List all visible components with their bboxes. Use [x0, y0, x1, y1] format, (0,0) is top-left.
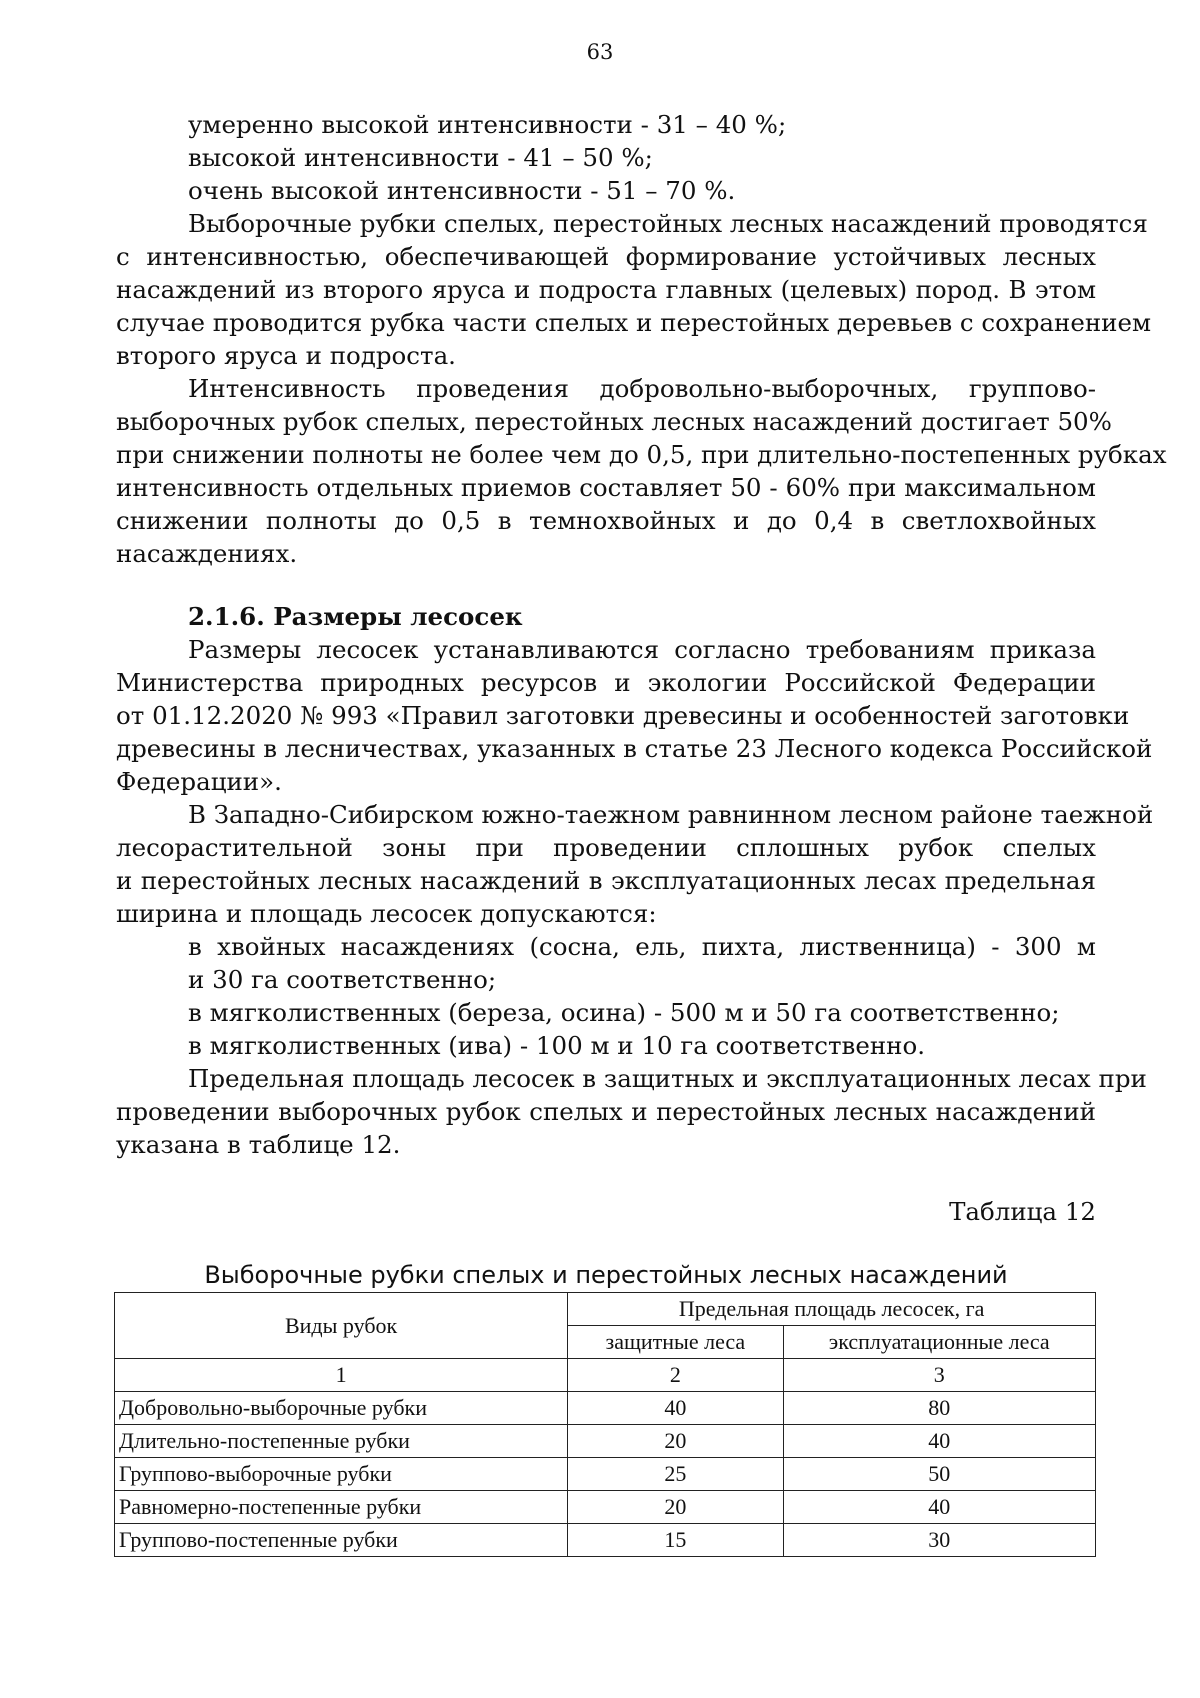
header-cutting-type: Виды рубок — [115, 1293, 568, 1359]
text-line: насаждениях. — [116, 539, 298, 568]
header-max-area: Предельная площадь лесосек, га — [568, 1293, 1096, 1326]
table-row — [115, 1425, 1096, 1458]
blank-line — [116, 570, 1096, 600]
cutting-type-cell: Группово-постепенные рубки — [115, 1524, 568, 1557]
table-column-numbers — [115, 1359, 1096, 1392]
cutting-type-cell: Равномерно-постепенные рубки — [115, 1491, 568, 1524]
text-line: древесины в лесничествах, указанных в статье 23 Лесного кодекса Российской — [116, 734, 1153, 763]
section-heading: 2.1.6. Размеры лесосек — [188, 602, 523, 631]
column-number: 1 — [115, 1359, 568, 1392]
column-number: 2 — [568, 1359, 783, 1392]
text-line: насаждений из второго яруса и подроста главных (целевых) пород. В этом — [116, 275, 1096, 304]
table-row — [115, 1458, 1096, 1491]
text-line: Выборочные рубки спелых, перестойных лесных насаждений проводятся — [188, 209, 1148, 238]
table-title: Выборочные рубки спелых и перестойных лесных насаждений — [204, 1261, 1008, 1289]
logging-area-table — [114, 1292, 1096, 1557]
body-text — [116, 108, 1167, 1161]
text-line: Размеры лесосек устанавливаются согласно требованиям приказа — [188, 635, 1096, 664]
table-label: Таблица 12 — [949, 1197, 1096, 1226]
text-line: в мягколиственных (береза, осина) - 500 м и 50 га соответственно; — [188, 998, 1060, 1027]
table-row — [115, 1524, 1096, 1557]
exploitation-area-cell: 40 — [783, 1491, 1096, 1524]
exploitation-area-cell: 30 — [783, 1524, 1096, 1557]
text-line: очень высокой интенсивности - 51 – 70 %. — [188, 176, 736, 205]
text-line: и перестойных лесных насаждений в эксплуатационных лесах предельная — [116, 866, 1096, 895]
header-exploitation-forests: эксплуатационные леса — [783, 1326, 1096, 1359]
text-line: в хвойных насаждениях (сосна, ель, пихта, лиственница) - 300 м — [188, 932, 1096, 961]
protective-area-cell: 40 — [568, 1392, 783, 1425]
text-line: проведении выборочных рубок спелых и перестойных лесных насаждений — [116, 1097, 1096, 1126]
text-line: интенсивность отдельных приемов составляет 50 - 60% при максимальном — [116, 473, 1096, 502]
text-line: Министерства природных ресурсов и экологии Российской Федерации — [116, 668, 1096, 697]
text-line: второго яруса и подроста. — [116, 341, 456, 370]
exploitation-area-cell: 40 — [783, 1425, 1096, 1458]
protective-area-cell: 20 — [568, 1491, 783, 1524]
column-number: 3 — [783, 1359, 1096, 1392]
text-line: случае проводится рубка части спелых и перестойных деревьев с сохранением — [116, 308, 1152, 337]
cutting-type-cell: Группово-выборочные рубки — [115, 1458, 568, 1491]
table-row — [115, 1392, 1096, 1425]
text-line: от 01.12.2020 № 993 «Правил заготовки древесины и особенностей заготовки — [116, 701, 1130, 730]
text-line: и 30 га соответственно; — [188, 965, 497, 994]
text-line: указана в таблице 12. — [116, 1130, 401, 1159]
text-line: лесорастительной зоны при проведении сплошных рубок спелых — [116, 833, 1096, 862]
exploitation-area-cell: 50 — [783, 1458, 1096, 1491]
text-line: ширина и площадь лесосек допускаются: — [116, 899, 657, 928]
header-protective-forests: защитные леса — [568, 1326, 783, 1359]
text-line: высокой интенсивности - 41 – 50 %; — [188, 143, 653, 172]
text-line: снижении полноты до 0,5 в темнохвойных и до 0,4 в светлохвойных — [116, 506, 1096, 535]
cutting-type-cell: Добровольно-выборочные рубки — [115, 1392, 568, 1425]
text-line: умеренно высокой интенсивности - 31 – 40 %; — [188, 110, 787, 139]
exploitation-area-cell: 80 — [783, 1392, 1096, 1425]
table-row — [115, 1491, 1096, 1524]
page-number: 63 — [586, 40, 614, 64]
cutting-type-cell: Длительно-постепенные рубки — [115, 1425, 568, 1458]
text-line: Предельная площадь лесосек в защитных и эксплуатационных лесах при — [188, 1064, 1147, 1093]
text-line: в мягколиственных (ива) - 100 м и 10 га соответственно. — [188, 1031, 926, 1060]
text-line: Интенсивность проведения добровольно-выборочных, группово- — [188, 374, 1096, 403]
text-line: В Западно-Сибирском южно-таежном равнинном лесном районе таежной — [188, 800, 1154, 829]
text-line: Федерации». — [116, 767, 282, 796]
text-line: при снижении полноты не более чем до 0,5, при длительно-постепенных рубках — [116, 440, 1167, 469]
protective-area-cell: 20 — [568, 1425, 783, 1458]
text-line: выборочных рубок спелых, перестойных лесных насаждений достигает 50% — [116, 407, 1112, 436]
text-line: с интенсивностью, обеспечивающей формирование устойчивых лесных — [116, 242, 1096, 271]
protective-area-cell: 25 — [568, 1458, 783, 1491]
table-body — [115, 1392, 1096, 1557]
table-header-row — [115, 1293, 1096, 1326]
protective-area-cell: 15 — [568, 1524, 783, 1557]
